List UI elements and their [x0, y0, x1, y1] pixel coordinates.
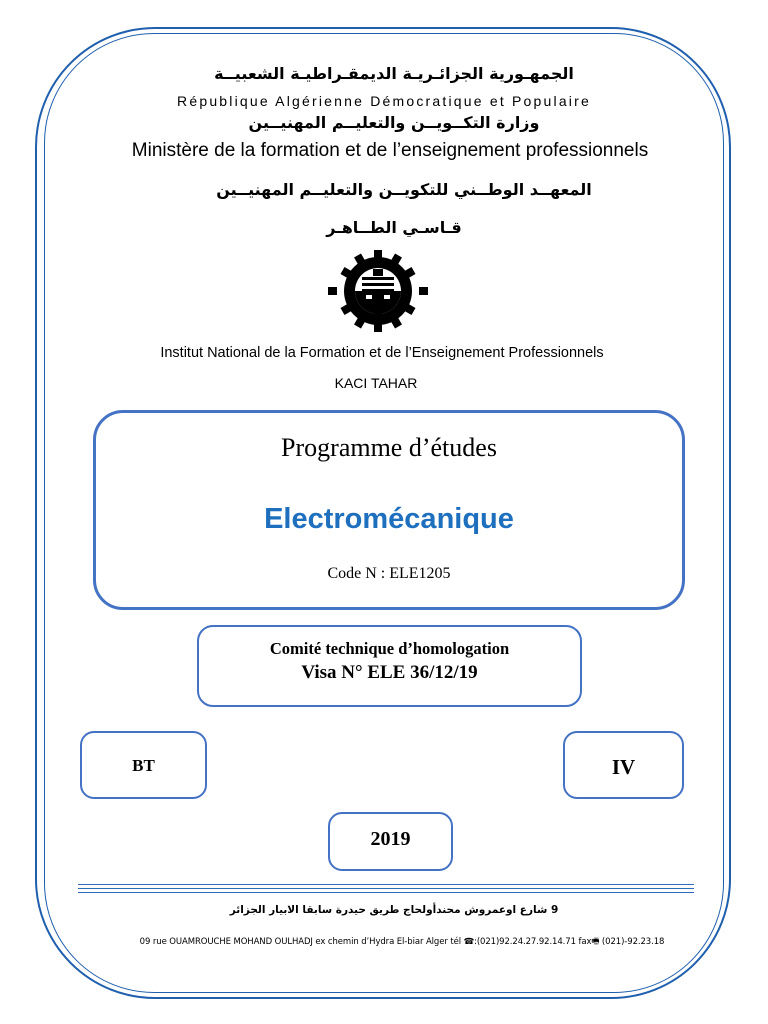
level-label: BT — [132, 756, 155, 775]
visa-number: Visa N° ELE 36/12/19 — [301, 662, 478, 683]
french-ministry-title: Ministère de la formation et de l’enseignement professionnels — [131, 140, 649, 161]
arabic-republic-title: الجمهـورية الجزائـريـة الديمقـراطيـة الشعبيــة — [214, 64, 574, 83]
footer-rule-1 — [78, 884, 694, 885]
arabic-ministry-title: وزارة التكــويــن والتعليــم المهنيــين — [248, 113, 540, 132]
programme-code: Code N : ELE1205 — [327, 565, 451, 582]
grade-box — [563, 731, 684, 799]
programme-box — [93, 410, 685, 610]
arabic-institute-title: المعهــد الوطــني للتكويــن والتعليــم المهنيــين — [216, 180, 592, 199]
programme-title: Programme d’études — [281, 433, 497, 462]
programme-name: Electromécanique — [264, 503, 514, 535]
arabic-kaci-title: قـاسـي الطــاهـر — [326, 218, 462, 237]
institute-name: Institut National de la Formation et de l’Enseignement Professionnels — [160, 345, 604, 361]
visa-committee: Comité technique d’homologation — [269, 639, 510, 658]
footer-rule-3 — [78, 892, 694, 893]
grade-label: IV — [611, 755, 636, 779]
level-box — [80, 731, 207, 799]
french-republic-title: République Algérienne Démocratique et Populaire — [177, 93, 591, 109]
institute-place: KACI TAHAR — [334, 375, 418, 391]
footer-rule-2 — [78, 888, 694, 889]
footer-address-french: 09 rue OUAMROUCHE MOHAND OULHADJ ex chemin d’Hydra El-biar Alger tél ☎:(021)92.24.27.92.14.71 fax🖷 (021)-92.23.18 — [139, 937, 665, 947]
year-box — [328, 812, 453, 871]
visa-box — [197, 625, 582, 707]
footer-address-arabic: 9 شارع اوعمروش محندأولحاج طريق حيدرة سابقا الابيار الجزائر — [229, 904, 559, 916]
year-label: 2019 — [370, 828, 411, 850]
gear-emblem-icon — [327, 250, 429, 332]
